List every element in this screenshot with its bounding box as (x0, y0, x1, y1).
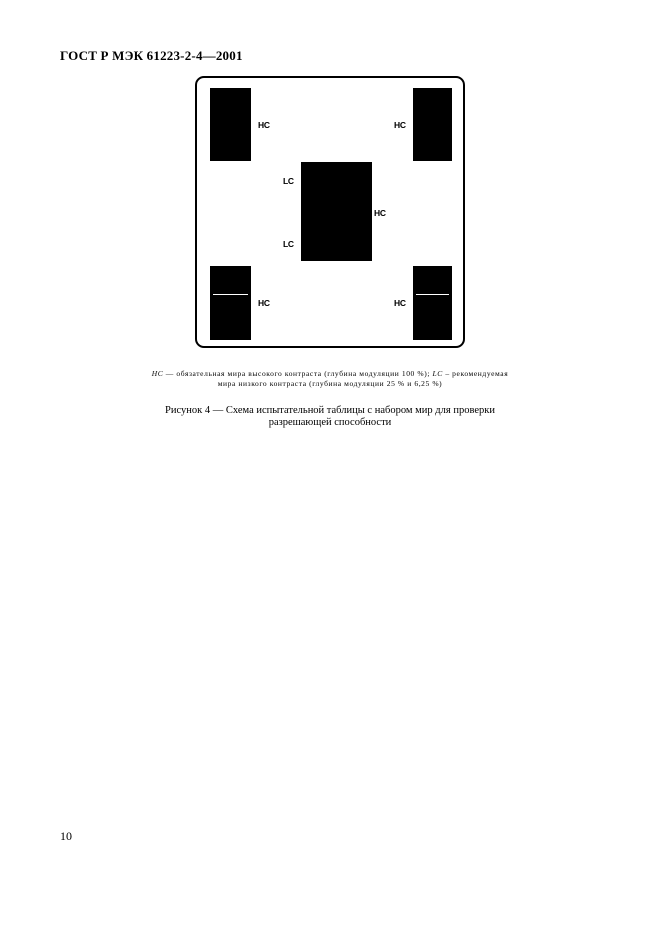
caption-line-2: разрешающей способности (268, 417, 392, 428)
page-number: 10 (60, 829, 72, 843)
hc-pattern-top-left (210, 88, 251, 161)
divider-line-bottom-right (416, 294, 449, 295)
caption-line-1: Рисунок 4 — Схема испытательной таблицы с набором мир для проверки (165, 405, 495, 416)
figure-legend (100, 369, 560, 389)
label-hc-bottom-left: HC (258, 298, 270, 308)
center-pattern (301, 162, 372, 261)
label-hc-top-left: HC (258, 120, 270, 130)
figure-caption (100, 405, 560, 429)
legend-line-1 (100, 369, 560, 379)
label-hc-center: HC (374, 208, 386, 218)
legend-hc-text: — обязательная мира высокого контраста (глубина модуляции 100 %); (163, 369, 433, 378)
hc-pattern-bottom-left (210, 266, 251, 340)
legend-lc-abbr: LC (432, 369, 443, 378)
test-chart-figure (195, 76, 465, 348)
legend-line-2: мира низкого контраста (глубина модуляции 25 % и 6,25 %) (217, 379, 443, 388)
hc-pattern-top-right (413, 88, 452, 161)
label-hc-top-right: HC (394, 120, 406, 130)
label-hc-bottom-right: HC (394, 298, 406, 308)
legend-hc-abbr: HC (151, 369, 164, 378)
hc-pattern-bottom-right (413, 266, 452, 340)
document-header: ГОСТ Р МЭК 61223-2-4—2001 (60, 48, 243, 63)
label-lc-center-top: LC (283, 176, 294, 186)
divider-line-bottom-left (213, 294, 248, 295)
legend-lc-text: – рекомендуемая (442, 369, 509, 378)
label-lc-center-bottom: LC (283, 239, 294, 249)
